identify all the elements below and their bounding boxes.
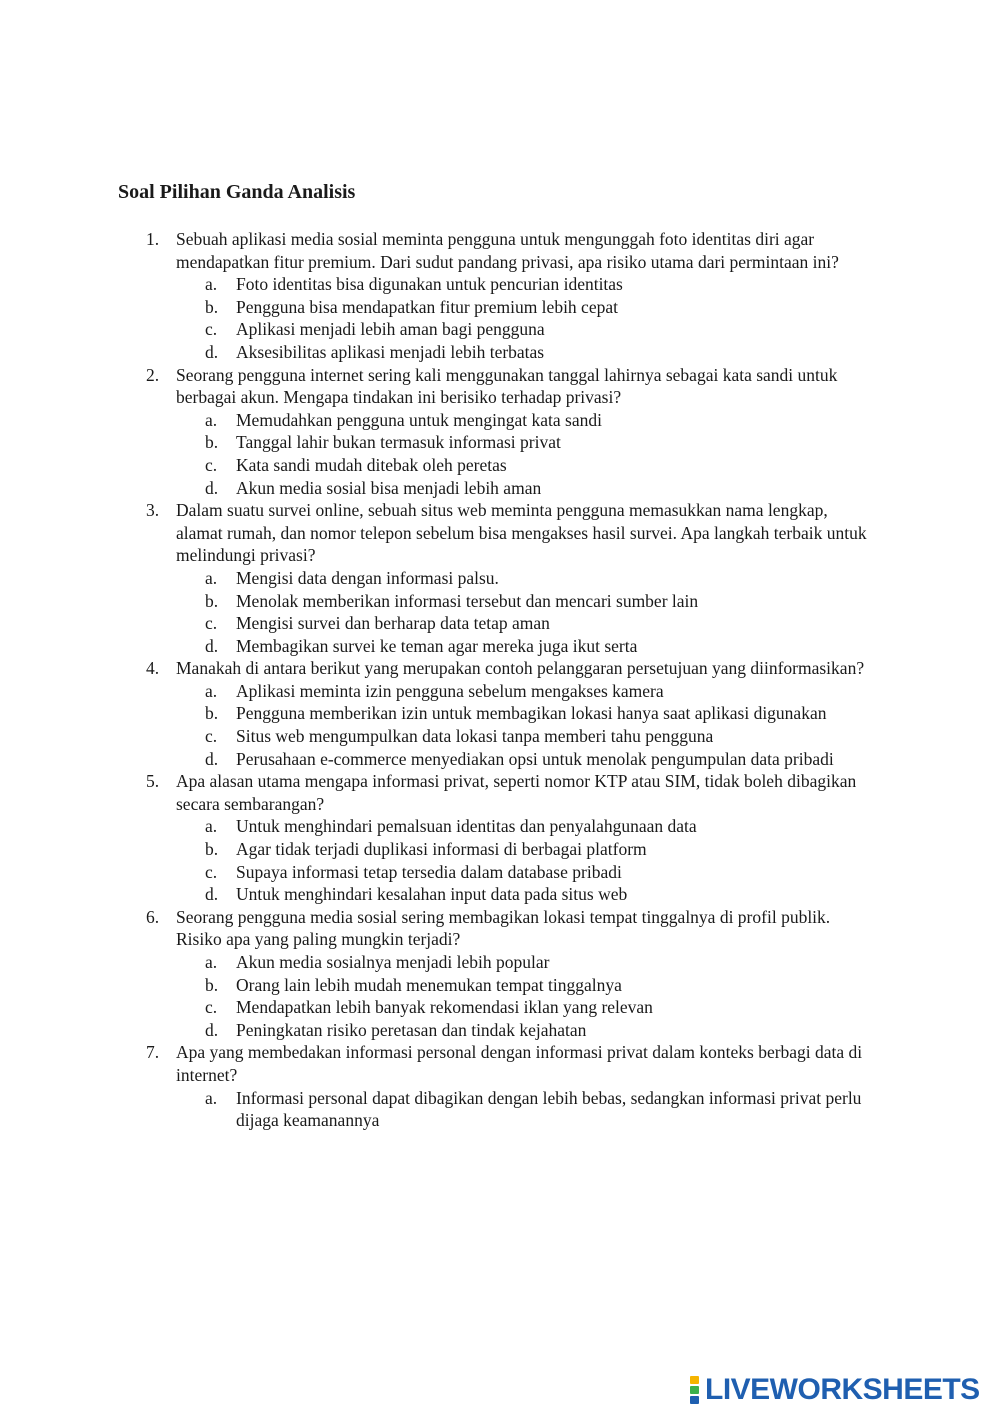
question-2	[0, 364, 876, 500]
option-letter: a.	[205, 1087, 218, 1108]
option-text: Situs web mengumpulkan data lokasi tanpa memberi tahu pengguna	[236, 726, 714, 747]
option-d[interactable]	[176, 635, 876, 658]
option-text: Aplikasi menjadi lebih aman bagi pengguna	[236, 319, 545, 340]
option-d[interactable]	[176, 341, 876, 364]
option-c[interactable]	[176, 318, 876, 341]
option-text: Akun media sosialnya menjadi lebih popular	[236, 952, 550, 972]
option-a[interactable]	[176, 567, 876, 590]
question-1	[0, 228, 876, 364]
option-b[interactable]	[176, 974, 876, 997]
option-letter: d.	[205, 341, 219, 362]
option-a[interactable]	[176, 1087, 876, 1132]
option-text: Mengisi data dengan informasi palsu.	[236, 567, 499, 588]
option-letter: a.	[205, 816, 218, 837]
option-list	[176, 1087, 876, 1132]
logo-mark-icon	[690, 1376, 699, 1404]
option-text: Untuk menghindari pemalsuan identitas dan penyalahgunaan data	[236, 816, 697, 837]
option-letter: d.	[205, 884, 219, 905]
option-letter: c.	[205, 997, 218, 1018]
worksheet-title: Soal Pilihan Ganda Analisis	[118, 181, 356, 203]
option-letter: c.	[205, 861, 218, 882]
option-a[interactable]	[176, 273, 876, 296]
option-letter: a.	[205, 409, 218, 430]
option-text: Mendapatkan lebih banyak rekomendasi iklan yang relevan	[236, 997, 653, 1018]
option-letter: d.	[205, 477, 219, 498]
question-number: 1.	[146, 229, 160, 249]
option-d[interactable]	[176, 883, 876, 906]
option-text: Agar tidak terjadi duplikasi informasi di berbagai platform	[236, 839, 647, 860]
question-7	[0, 1041, 876, 1131]
option-text: Foto identitas bisa digunakan untuk pencurian identitas	[236, 274, 623, 295]
option-d[interactable]	[176, 748, 876, 771]
logo-block-blue	[690, 1396, 699, 1404]
logo-text: LIVEWORKSHEETS	[705, 1373, 980, 1406]
option-text: Untuk menghindari kesalahan input data pada situs web	[236, 884, 628, 905]
option-b[interactable]	[176, 838, 876, 861]
option-letter: c.	[205, 726, 218, 747]
option-b[interactable]	[176, 702, 876, 725]
option-c[interactable]	[176, 996, 876, 1019]
option-text: Mengisi survei dan berharap data tetap aman	[236, 613, 550, 634]
question-number: 2.	[146, 364, 160, 385]
question-6	[0, 906, 876, 1042]
option-c[interactable]	[176, 612, 876, 635]
question-list	[0, 228, 1000, 1132]
option-a[interactable]	[176, 409, 876, 432]
option-b[interactable]	[176, 590, 876, 613]
option-letter: c.	[205, 613, 218, 634]
question-text: Dalam suatu survei online, sebuah situs web meminta pengguna memasukkan nama lengkap, alamat rumah, dan nomor telepon sebelum bisa mengakses hasil survei. Apa langkah terbaik untuk melindungi privasi?	[176, 500, 867, 566]
option-b[interactable]	[176, 431, 876, 454]
option-letter: b.	[205, 432, 219, 453]
question-5	[0, 770, 876, 906]
option-a[interactable]	[176, 815, 876, 838]
option-letter: a.	[205, 680, 218, 701]
question-number: 6.	[146, 906, 160, 927]
logo-block-green	[690, 1386, 699, 1394]
option-list	[176, 680, 876, 770]
option-d[interactable]	[176, 477, 876, 500]
question-text: Apa yang membedakan informasi personal dengan informasi privat dalam konteks berbagi data di internet?	[176, 1042, 863, 1085]
option-text: Aksesibilitas aplikasi menjadi lebih terbatas	[236, 341, 545, 362]
option-b[interactable]	[176, 296, 876, 319]
option-letter: b.	[205, 296, 219, 317]
question-number: 7.	[146, 1042, 160, 1063]
option-text: Kata sandi mudah ditebak oleh peretas	[236, 454, 507, 475]
option-letter: a.	[205, 274, 218, 295]
option-list	[176, 567, 876, 657]
option-text: Orang lain lebih mudah menemukan tempat tinggalnya	[236, 974, 622, 995]
option-c[interactable]	[176, 454, 876, 477]
option-text: Aplikasi meminta izin pengguna sebelum mengakses kamera	[236, 680, 664, 701]
option-list	[176, 815, 876, 905]
option-text: Informasi personal dapat dibagikan dengan lebih bebas, sedangkan informasi privat perlu dijaga keamanannya	[236, 1087, 862, 1131]
option-c[interactable]	[176, 725, 876, 748]
option-text: Akun media sosial bisa menjadi lebih aman	[236, 477, 542, 498]
question-3	[0, 499, 876, 657]
logo-block-yellow	[690, 1376, 699, 1384]
option-list	[176, 273, 876, 363]
option-letter: b.	[205, 590, 219, 611]
option-c[interactable]	[176, 861, 876, 884]
option-text: Pengguna bisa mendapatkan fitur premium lebih cepat	[236, 296, 618, 317]
question-text: Apa alasan utama mengapa informasi privat, seperti nomor KTP atau SIM, tidak boleh dibagikan secara sembarangan?	[176, 771, 857, 814]
option-d[interactable]	[176, 1019, 876, 1042]
option-text: Perusahaan e-commerce menyediakan opsi untuk menolak pengumpulan data pribadi	[236, 748, 834, 769]
option-list	[176, 951, 876, 1041]
option-letter: d.	[205, 748, 219, 769]
option-text: Supaya informasi tetap tersedia dalam database pribadi	[236, 861, 622, 882]
question-number: 4.	[146, 658, 160, 679]
option-text: Memudahkan pengguna untuk mengingat kata sandi	[236, 409, 602, 430]
option-text: Tanggal lahir bukan termasuk informasi privat	[236, 432, 561, 453]
option-text: Menolak memberikan informasi tersebut dan mencari sumber lain	[236, 590, 699, 611]
option-text: Membagikan survei ke teman agar mereka juga ikut serta	[236, 635, 638, 656]
option-list	[176, 409, 876, 499]
question-number: 5.	[146, 771, 160, 792]
question-text: Manakah di antara berikut yang merupakan contoh pelanggaran persetujuan yang diinformasikan?	[176, 658, 865, 679]
option-letter: b.	[205, 703, 219, 724]
question-4	[0, 657, 876, 770]
question-text: Seorang pengguna media sosial sering membagikan lokasi tempat tinggalnya di profil publik. Risiko apa yang paling mungkin terjadi?	[176, 906, 831, 950]
option-letter: c.	[205, 454, 218, 475]
liveworksheets-logo[interactable]	[690, 1374, 980, 1406]
option-letter: c.	[205, 319, 218, 340]
option-text: Pengguna memberikan izin untuk membagikan lokasi hanya saat aplikasi digunakan	[236, 703, 827, 724]
option-letter: b.	[205, 974, 219, 995]
option-letter: a.	[205, 952, 218, 972]
option-letter: d.	[205, 1019, 219, 1040]
option-letter: b.	[205, 839, 219, 860]
question-text: Sebuah aplikasi media sosial meminta pengguna untuk mengunggah foto identitas diri agar mendapatkan fitur premium. Dari sudut pandang privasi, apa risiko utama dari permintaan ini?	[176, 229, 839, 272]
question-text: Seorang pengguna internet sering kali menggunakan tanggal lahirnya sebagai kata sandi untuk berbagai akun. Mengapa tindakan ini berisiko terhadap privasi?	[176, 364, 838, 408]
option-letter: d.	[205, 635, 219, 656]
option-text: Peningkatan risiko peretasan dan tindak kejahatan	[236, 1019, 587, 1040]
option-a[interactable]	[176, 951, 876, 974]
option-letter: a.	[205, 567, 218, 588]
option-a[interactable]	[176, 680, 876, 703]
question-number: 3.	[146, 500, 160, 521]
